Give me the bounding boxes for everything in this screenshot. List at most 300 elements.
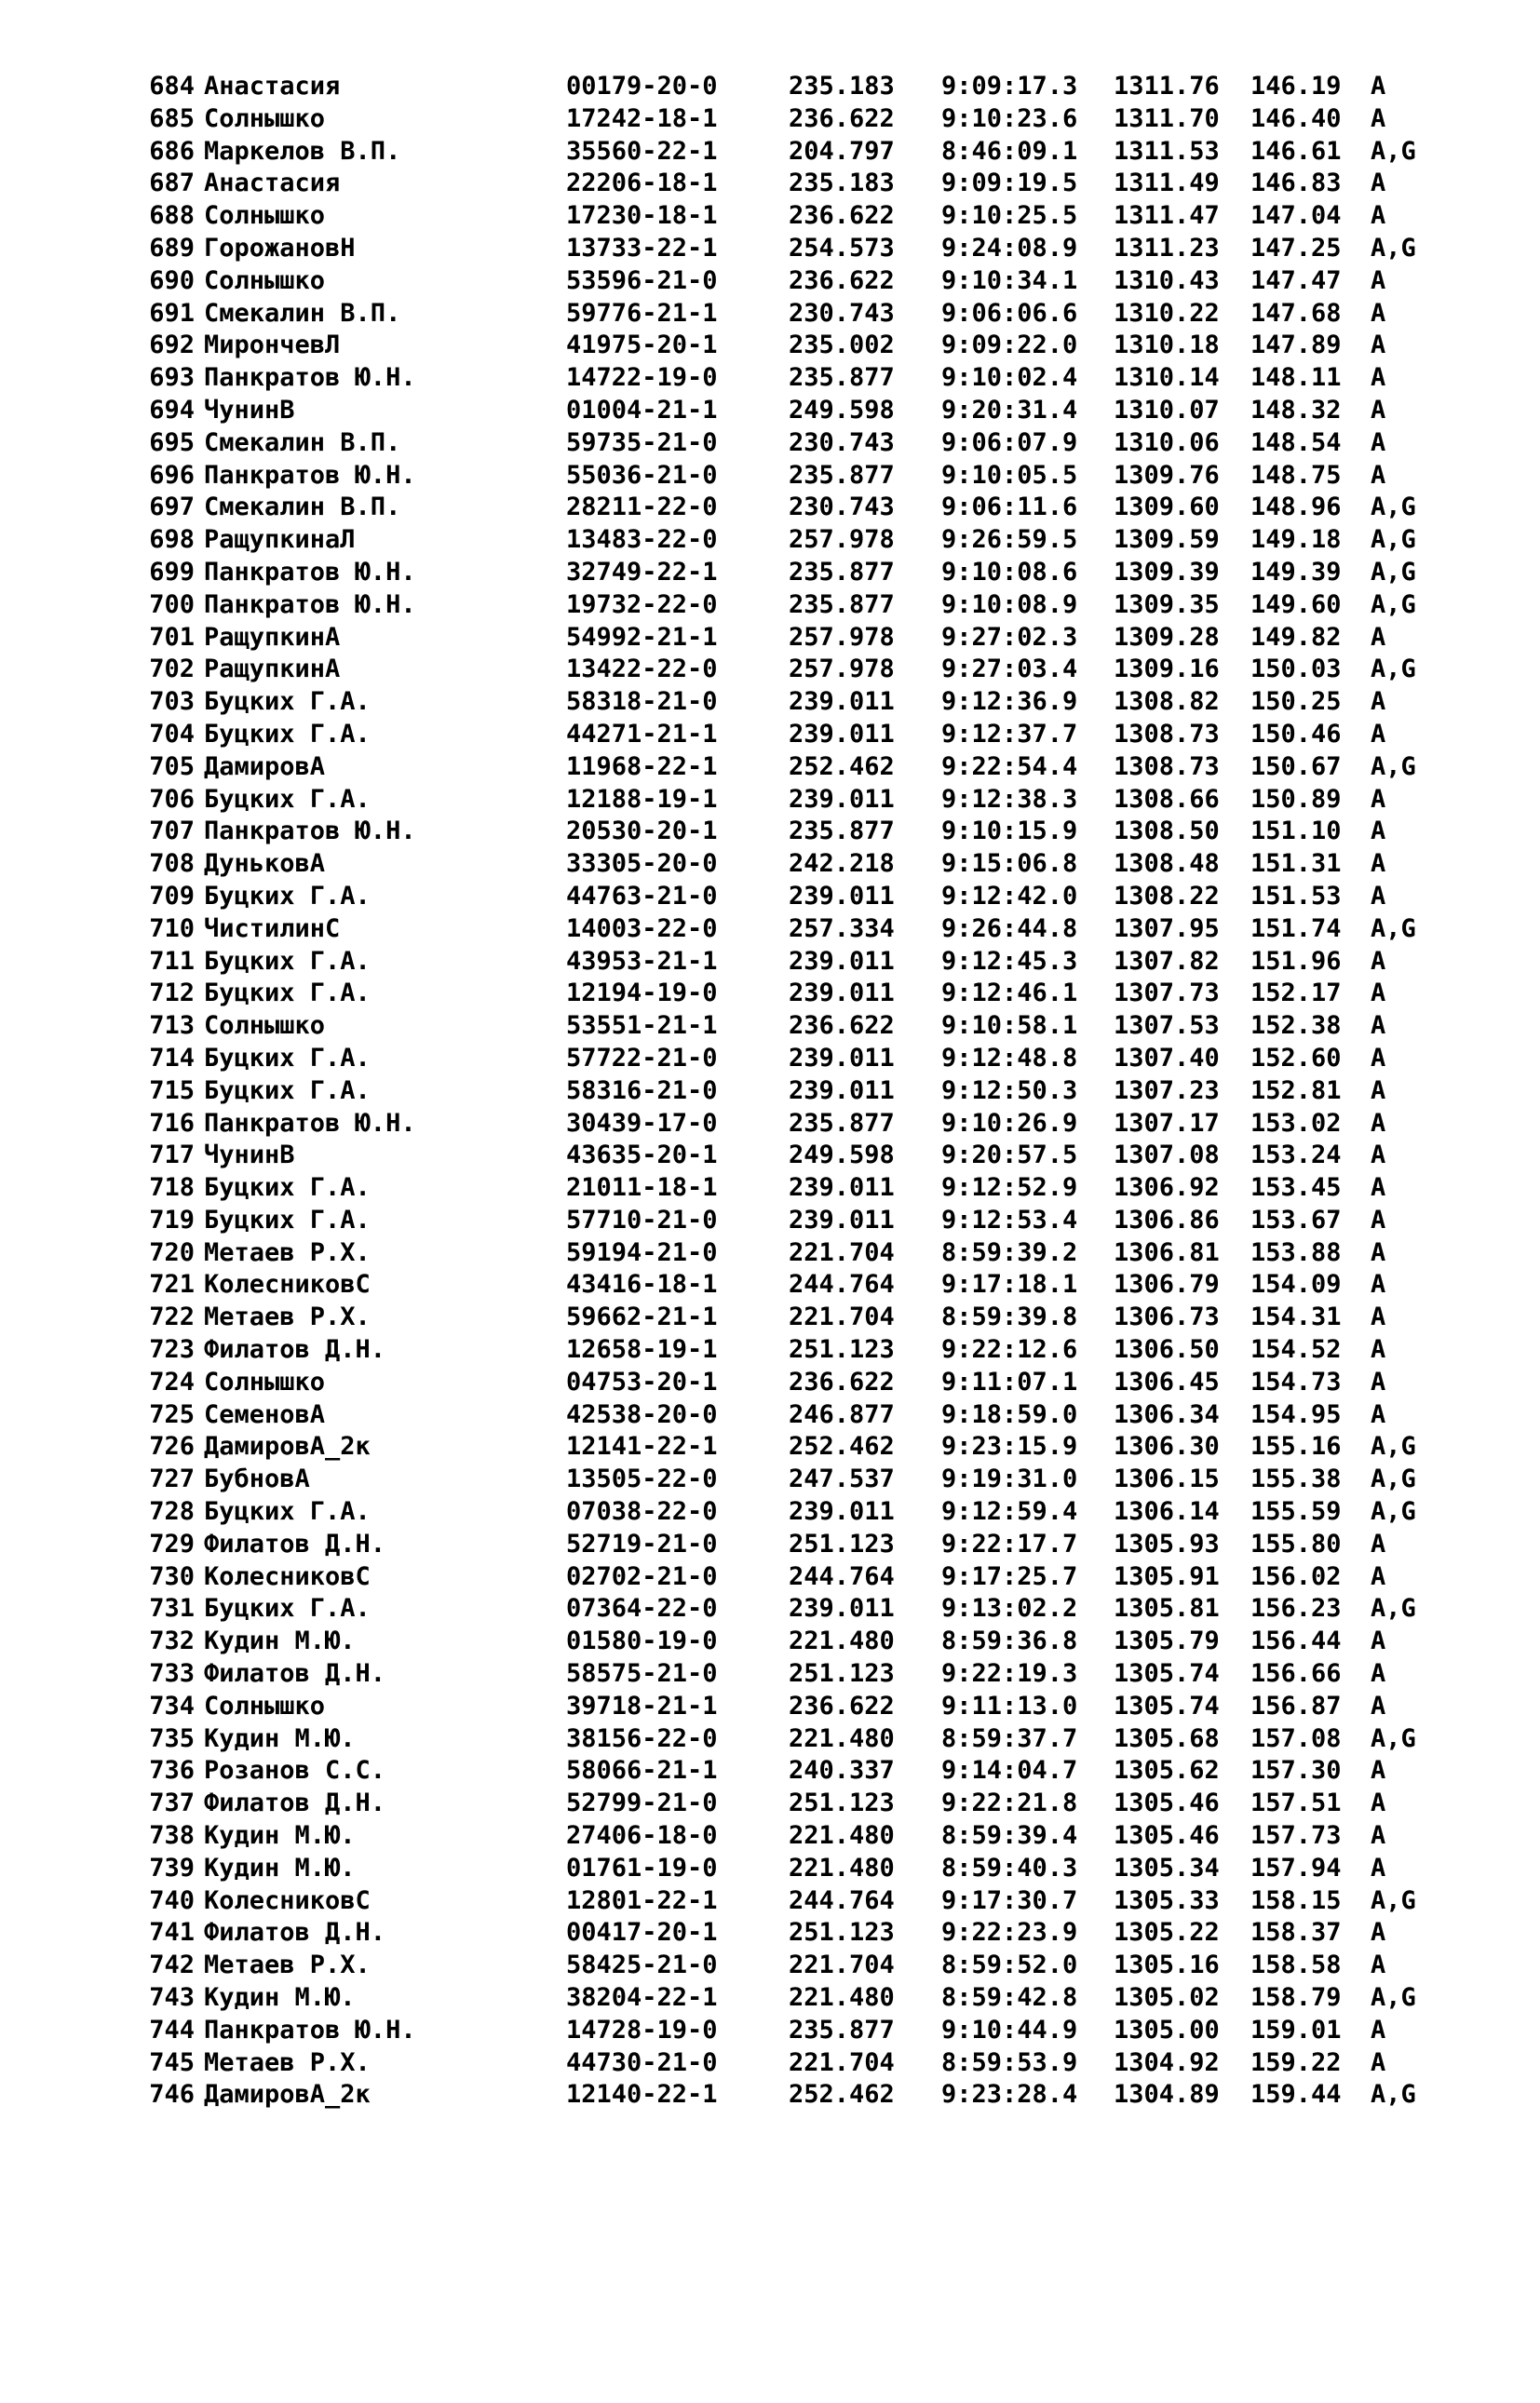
name-cell: Панкратов Ю.Н. — [204, 557, 416, 587]
ring-cell: 43635-20-1 — [566, 1141, 718, 1170]
place-cell: 746 — [149, 2080, 195, 2110]
distance-cell: 236.622 — [789, 201, 895, 231]
time-cell: 9:10:26.9 — [941, 1108, 1078, 1138]
name-cell: Филатов Д.Н. — [204, 1335, 386, 1365]
points-cell: 155.38 — [1250, 1465, 1342, 1494]
name-cell: Панкратов Ю.Н. — [204, 460, 416, 490]
ring-cell: 27406-18-0 — [566, 1821, 718, 1851]
flag-cell: A — [1371, 1237, 1386, 1267]
time-cell: 9:11:07.1 — [941, 1367, 1078, 1397]
flag-cell: A — [1371, 946, 1386, 976]
time-cell: 9:10:05.5 — [941, 460, 1078, 490]
table-row — [137, 881, 1386, 913]
distance-cell: 244.764 — [789, 1885, 895, 1915]
distance-cell: 249.598 — [789, 1141, 895, 1170]
name-cell: Буцких Г.А. — [204, 1497, 371, 1527]
time-cell: 8:59:39.4 — [941, 1821, 1078, 1851]
name-cell: КолесниковС — [204, 1270, 371, 1300]
speed-cell: 1305.22 — [1114, 1918, 1220, 1948]
name-cell: ГорожановН — [204, 233, 356, 263]
distance-cell: 252.462 — [789, 751, 895, 781]
speed-cell: 1310.07 — [1114, 395, 1220, 425]
points-cell: 151.10 — [1250, 817, 1342, 846]
table-row — [137, 719, 1386, 751]
ring-cell: 07038-22-0 — [566, 1497, 718, 1527]
place-cell: 732 — [149, 1627, 195, 1656]
distance-cell: 221.480 — [789, 1983, 895, 2013]
table-row — [137, 460, 1386, 493]
flag-cell: A — [1371, 1011, 1386, 1041]
points-cell: 157.94 — [1250, 1853, 1342, 1883]
place-cell: 744 — [149, 2015, 195, 2045]
speed-cell: 1305.68 — [1114, 1723, 1220, 1753]
flag-cell: A — [1371, 1270, 1386, 1300]
name-cell: Солнышко — [204, 201, 326, 231]
speed-cell: 1311.70 — [1114, 103, 1220, 133]
points-cell: 151.31 — [1250, 849, 1342, 879]
table-row — [137, 978, 1386, 1010]
time-cell: 9:23:15.9 — [941, 1432, 1078, 1462]
time-cell: 9:10:25.5 — [941, 201, 1078, 231]
table-row — [137, 1593, 1416, 1626]
distance-cell: 244.764 — [789, 1270, 895, 1300]
table-row — [137, 913, 1416, 946]
place-cell: 684 — [149, 72, 195, 101]
points-cell: 155.16 — [1250, 1432, 1342, 1462]
time-cell: 9:17:18.1 — [941, 1270, 1078, 1300]
name-cell: РащупкинА — [204, 622, 341, 652]
place-cell: 698 — [149, 525, 195, 555]
name-cell: РащупкинА — [204, 655, 341, 684]
flag-cell: A,G — [1371, 1983, 1416, 2013]
flag-cell: A — [1371, 1205, 1386, 1235]
distance-cell: 235.877 — [789, 2015, 895, 2045]
speed-cell: 1309.76 — [1114, 460, 1220, 490]
distance-cell: 252.462 — [789, 2080, 895, 2110]
points-cell: 159.01 — [1250, 2015, 1342, 2045]
time-cell: 9:12:50.3 — [941, 1075, 1078, 1105]
ring-cell: 59662-21-1 — [566, 1303, 718, 1332]
flag-cell: A,G — [1371, 557, 1416, 587]
distance-cell: 235.877 — [789, 817, 895, 846]
speed-cell: 1311.23 — [1114, 233, 1220, 263]
name-cell: Смекалин В.П. — [204, 298, 401, 328]
place-cell: 705 — [149, 751, 195, 781]
points-cell: 146.19 — [1250, 72, 1342, 101]
table-row — [137, 1010, 1386, 1043]
distance-cell: 235.877 — [789, 557, 895, 587]
name-cell: Смекалин В.П. — [204, 427, 401, 457]
speed-cell: 1306.50 — [1114, 1335, 1220, 1365]
distance-cell: 239.011 — [789, 946, 895, 976]
table-row — [137, 492, 1416, 524]
speed-cell: 1306.15 — [1114, 1465, 1220, 1494]
table-row — [137, 557, 1416, 589]
flag-cell: A — [1371, 265, 1386, 295]
time-cell: 9:26:44.8 — [941, 913, 1078, 943]
points-cell: 148.96 — [1250, 493, 1342, 522]
time-cell: 9:11:13.0 — [941, 1691, 1078, 1721]
ring-cell: 11968-22-1 — [566, 751, 718, 781]
name-cell: Метаев Р.Х. — [204, 2047, 371, 2077]
place-cell: 735 — [149, 1723, 195, 1753]
points-cell: 153.02 — [1250, 1108, 1342, 1138]
points-cell: 152.38 — [1250, 1011, 1342, 1041]
distance-cell: 252.462 — [789, 1432, 895, 1462]
points-cell: 150.25 — [1250, 687, 1342, 717]
table-row — [137, 2047, 1386, 2080]
ring-cell: 58318-21-0 — [566, 687, 718, 717]
speed-cell: 1306.34 — [1114, 1399, 1220, 1429]
distance-cell: 251.123 — [789, 1918, 895, 1948]
speed-cell: 1305.74 — [1114, 1659, 1220, 1689]
speed-cell: 1309.59 — [1114, 525, 1220, 555]
table-row — [137, 1367, 1386, 1399]
place-cell: 690 — [149, 265, 195, 295]
name-cell: Солнышко — [204, 1367, 326, 1397]
time-cell: 9:09:19.5 — [941, 169, 1078, 198]
table-row — [137, 2015, 1386, 2047]
table-row — [137, 1885, 1416, 1918]
time-cell: 9:10:34.1 — [941, 265, 1078, 295]
distance-cell: 236.622 — [789, 265, 895, 295]
flag-cell: A — [1371, 1075, 1386, 1105]
points-cell: 147.68 — [1250, 298, 1342, 328]
place-cell: 737 — [149, 1789, 195, 1818]
name-cell: Буцких Г.А. — [204, 979, 371, 1008]
place-cell: 695 — [149, 427, 195, 457]
ring-cell: 19732-22-0 — [566, 589, 718, 619]
points-cell: 150.03 — [1250, 655, 1342, 684]
place-cell: 745 — [149, 2047, 195, 2077]
distance-cell: 239.011 — [789, 1205, 895, 1235]
distance-cell: 221.480 — [789, 1853, 895, 1883]
table-row — [137, 686, 1386, 719]
ring-cell: 01004-21-1 — [566, 395, 718, 425]
distance-cell: 239.011 — [789, 1594, 895, 1624]
distance-cell: 221.480 — [789, 1821, 895, 1851]
points-cell: 158.15 — [1250, 1885, 1342, 1915]
ring-cell: 58316-21-0 — [566, 1075, 718, 1105]
name-cell: КолесниковС — [204, 1885, 371, 1915]
speed-cell: 1309.28 — [1114, 622, 1220, 652]
speed-cell: 1305.33 — [1114, 1885, 1220, 1915]
ring-cell: 52719-21-0 — [566, 1529, 718, 1559]
speed-cell: 1305.62 — [1114, 1756, 1220, 1786]
points-cell: 152.81 — [1250, 1075, 1342, 1105]
distance-cell: 251.123 — [789, 1789, 895, 1818]
points-cell: 157.08 — [1250, 1723, 1342, 1753]
time-cell: 9:09:22.0 — [941, 331, 1078, 360]
table-row — [137, 233, 1416, 265]
points-cell: 147.89 — [1250, 331, 1342, 360]
table-row — [137, 1302, 1386, 1334]
points-cell: 149.60 — [1250, 589, 1342, 619]
distance-cell: 246.877 — [789, 1399, 895, 1429]
name-cell: ДуньковА — [204, 849, 326, 879]
distance-cell: 235.877 — [789, 589, 895, 619]
place-cell: 703 — [149, 687, 195, 717]
points-cell: 154.52 — [1250, 1335, 1342, 1365]
place-cell: 723 — [149, 1335, 195, 1365]
name-cell: ЧунинВ — [204, 1141, 295, 1170]
time-cell: 9:17:25.7 — [941, 1561, 1078, 1591]
ring-cell: 13505-22-0 — [566, 1465, 718, 1494]
ring-cell: 01761-19-0 — [566, 1853, 718, 1883]
time-cell: 9:26:59.5 — [941, 525, 1078, 555]
distance-cell: 221.480 — [789, 1627, 895, 1656]
distance-cell: 235.877 — [789, 1108, 895, 1138]
flag-cell: A — [1371, 1659, 1386, 1689]
distance-cell: 235.183 — [789, 169, 895, 198]
points-cell: 153.67 — [1250, 1205, 1342, 1235]
flag-cell: A,G — [1371, 493, 1416, 522]
speed-cell: 1310.06 — [1114, 427, 1220, 457]
points-cell: 148.11 — [1250, 363, 1342, 393]
time-cell: 9:12:46.1 — [941, 979, 1078, 1008]
ring-cell: 41975-20-1 — [566, 331, 718, 360]
place-cell: 709 — [149, 881, 195, 911]
ring-cell: 14003-22-0 — [566, 913, 718, 943]
name-cell: Буцких Г.А. — [204, 1594, 371, 1624]
place-cell: 717 — [149, 1141, 195, 1170]
time-cell: 9:27:02.3 — [941, 622, 1078, 652]
speed-cell: 1309.60 — [1114, 493, 1220, 522]
ring-cell: 13483-22-0 — [566, 525, 718, 555]
flag-cell: A — [1371, 2047, 1386, 2077]
ring-cell: 38156-22-0 — [566, 1723, 718, 1753]
name-cell: Буцких Г.А. — [204, 719, 371, 749]
speed-cell: 1305.91 — [1114, 1561, 1220, 1591]
place-cell: 706 — [149, 784, 195, 814]
ring-cell: 53551-21-1 — [566, 1011, 718, 1041]
flag-cell: A — [1371, 1529, 1386, 1559]
time-cell: 9:20:57.5 — [941, 1141, 1078, 1170]
time-cell: 9:10:58.1 — [941, 1011, 1078, 1041]
ring-cell: 14728-19-0 — [566, 2015, 718, 2045]
table-row — [137, 2079, 1416, 2112]
name-cell: Буцких Г.А. — [204, 1075, 371, 1105]
distance-cell: 236.622 — [789, 1691, 895, 1721]
time-cell: 8:59:36.8 — [941, 1627, 1078, 1656]
table-row — [137, 1269, 1386, 1302]
flag-cell: A — [1371, 2015, 1386, 2045]
speed-cell: 1310.22 — [1114, 298, 1220, 328]
time-cell: 9:12:36.9 — [941, 687, 1078, 717]
name-cell: Розанов С.С. — [204, 1756, 386, 1786]
place-cell: 713 — [149, 1011, 195, 1041]
table-row — [137, 524, 1416, 557]
table-row — [137, 1205, 1386, 1237]
time-cell: 9:20:31.4 — [941, 395, 1078, 425]
points-cell: 153.88 — [1250, 1237, 1342, 1267]
points-cell: 156.44 — [1250, 1627, 1342, 1656]
ring-cell: 14722-19-0 — [566, 363, 718, 393]
speed-cell: 1306.73 — [1114, 1303, 1220, 1332]
time-cell: 9:12:59.4 — [941, 1497, 1078, 1527]
place-cell: 691 — [149, 298, 195, 328]
points-cell: 154.95 — [1250, 1399, 1342, 1429]
name-cell: Буцких Г.А. — [204, 784, 371, 814]
place-cell: 741 — [149, 1918, 195, 1948]
distance-cell: 235.002 — [789, 331, 895, 360]
ring-cell: 57722-21-0 — [566, 1043, 718, 1073]
name-cell: ДамировА — [204, 751, 326, 781]
flag-cell: A,G — [1371, 1594, 1416, 1624]
time-cell: 9:12:52.9 — [941, 1173, 1078, 1203]
ring-cell: 42538-20-0 — [566, 1399, 718, 1429]
points-cell: 147.25 — [1250, 233, 1342, 263]
flag-cell: A — [1371, 1399, 1386, 1429]
time-cell: 9:24:08.9 — [941, 233, 1078, 263]
table-row — [137, 1043, 1386, 1075]
name-cell: Филатов Д.Н. — [204, 1529, 386, 1559]
time-cell: 9:10:44.9 — [941, 2015, 1078, 2045]
flag-cell: A — [1371, 687, 1386, 717]
distance-cell: 239.011 — [789, 881, 895, 911]
table-row — [137, 200, 1386, 233]
ring-cell: 22206-18-1 — [566, 169, 718, 198]
ring-cell: 00417-20-1 — [566, 1918, 718, 1948]
distance-cell: 235.877 — [789, 460, 895, 490]
points-cell: 146.40 — [1250, 103, 1342, 133]
distance-cell: 221.480 — [789, 1723, 895, 1753]
table-row — [137, 1691, 1386, 1723]
points-cell: 157.30 — [1250, 1756, 1342, 1786]
table-row — [137, 1755, 1386, 1788]
speed-cell: 1306.14 — [1114, 1497, 1220, 1527]
ring-cell: 54992-21-1 — [566, 622, 718, 652]
distance-cell: 240.337 — [789, 1756, 895, 1786]
time-cell: 9:23:28.4 — [941, 2080, 1078, 2110]
ring-cell: 39718-21-1 — [566, 1691, 718, 1721]
flag-cell: A — [1371, 1561, 1386, 1591]
distance-cell: 230.743 — [789, 493, 895, 522]
distance-cell: 242.218 — [789, 849, 895, 879]
speed-cell: 1306.30 — [1114, 1432, 1220, 1462]
flag-cell: A — [1371, 784, 1386, 814]
flag-cell: A — [1371, 1141, 1386, 1170]
distance-cell: 239.011 — [789, 784, 895, 814]
distance-cell: 257.978 — [789, 655, 895, 684]
place-cell: 722 — [149, 1303, 195, 1332]
time-cell: 9:10:08.6 — [941, 557, 1078, 587]
points-cell: 147.47 — [1250, 265, 1342, 295]
flag-cell: A,G — [1371, 1885, 1416, 1915]
place-cell: 712 — [149, 979, 195, 1008]
distance-cell: 221.704 — [789, 1303, 895, 1332]
speed-cell: 1307.23 — [1114, 1075, 1220, 1105]
speed-cell: 1305.00 — [1114, 2015, 1220, 2045]
ring-cell: 32749-22-1 — [566, 557, 718, 587]
place-cell: 700 — [149, 589, 195, 619]
distance-cell: 221.704 — [789, 2047, 895, 2077]
ring-cell: 30439-17-0 — [566, 1108, 718, 1138]
table-row — [137, 1626, 1386, 1658]
flag-cell: A — [1371, 849, 1386, 879]
ring-cell: 58575-21-0 — [566, 1659, 718, 1689]
speed-cell: 1307.73 — [1114, 979, 1220, 1008]
flag-cell: A,G — [1371, 913, 1416, 943]
distance-cell: 257.978 — [789, 622, 895, 652]
flag-cell: A,G — [1371, 1432, 1416, 1462]
points-cell: 158.58 — [1250, 1951, 1342, 1980]
points-cell: 154.31 — [1250, 1303, 1342, 1332]
place-cell: 725 — [149, 1399, 195, 1429]
ring-cell: 17230-18-1 — [566, 201, 718, 231]
time-cell: 9:12:53.4 — [941, 1205, 1078, 1235]
points-cell: 159.44 — [1250, 2080, 1342, 2110]
ring-cell: 28211-22-0 — [566, 493, 718, 522]
table-row — [137, 751, 1416, 784]
speed-cell: 1305.46 — [1114, 1789, 1220, 1818]
ring-cell: 44730-21-0 — [566, 2047, 718, 2077]
place-cell: 685 — [149, 103, 195, 133]
ring-cell: 21011-18-1 — [566, 1173, 718, 1203]
flag-cell: A,G — [1371, 655, 1416, 684]
speed-cell: 1307.82 — [1114, 946, 1220, 976]
place-cell: 730 — [149, 1561, 195, 1591]
flag-cell: A — [1371, 1108, 1386, 1138]
table-row — [137, 1334, 1386, 1367]
points-cell: 151.96 — [1250, 946, 1342, 976]
place-cell: 711 — [149, 946, 195, 976]
place-cell: 715 — [149, 1075, 195, 1105]
speed-cell: 1306.45 — [1114, 1367, 1220, 1397]
time-cell: 9:12:42.0 — [941, 881, 1078, 911]
table-row — [137, 1950, 1386, 1982]
distance-cell: 239.011 — [789, 719, 895, 749]
name-cell: ДамировА_2к — [204, 2080, 371, 2110]
name-cell: Буцких Г.А. — [204, 881, 371, 911]
time-cell: 9:17:30.7 — [941, 1885, 1078, 1915]
place-cell: 720 — [149, 1237, 195, 1267]
time-cell: 9:12:48.8 — [941, 1043, 1078, 1073]
flag-cell: A,G — [1371, 2080, 1416, 2110]
time-cell: 9:15:06.8 — [941, 849, 1078, 879]
name-cell: Буцких Г.А. — [204, 1173, 371, 1203]
ring-cell: 00179-20-0 — [566, 72, 718, 101]
table-row — [137, 1917, 1386, 1950]
points-cell: 151.53 — [1250, 881, 1342, 911]
speed-cell: 1305.79 — [1114, 1627, 1220, 1656]
time-cell: 8:59:52.0 — [941, 1951, 1078, 1980]
points-cell: 149.18 — [1250, 525, 1342, 555]
table-row — [137, 1529, 1386, 1561]
points-cell: 153.24 — [1250, 1141, 1342, 1170]
table-row — [137, 1431, 1416, 1464]
place-cell: 693 — [149, 363, 195, 393]
speed-cell: 1307.95 — [1114, 913, 1220, 943]
speed-cell: 1311.49 — [1114, 169, 1220, 198]
time-cell: 9:10:15.9 — [941, 817, 1078, 846]
name-cell: СеменовА — [204, 1399, 326, 1429]
ring-cell: 53596-21-0 — [566, 265, 718, 295]
name-cell: Панкратов Ю.Н. — [204, 817, 416, 846]
flag-cell: A — [1371, 817, 1386, 846]
points-cell: 148.54 — [1250, 427, 1342, 457]
flag-cell: A — [1371, 1627, 1386, 1656]
name-cell: Солнышко — [204, 1011, 326, 1041]
speed-cell: 1311.53 — [1114, 136, 1220, 166]
flag-cell: A — [1371, 622, 1386, 652]
table-row — [137, 622, 1386, 655]
distance-cell: 204.797 — [789, 136, 895, 166]
place-cell: 686 — [149, 136, 195, 166]
points-cell: 152.17 — [1250, 979, 1342, 1008]
points-cell: 158.79 — [1250, 1983, 1342, 2013]
points-cell: 155.59 — [1250, 1497, 1342, 1527]
